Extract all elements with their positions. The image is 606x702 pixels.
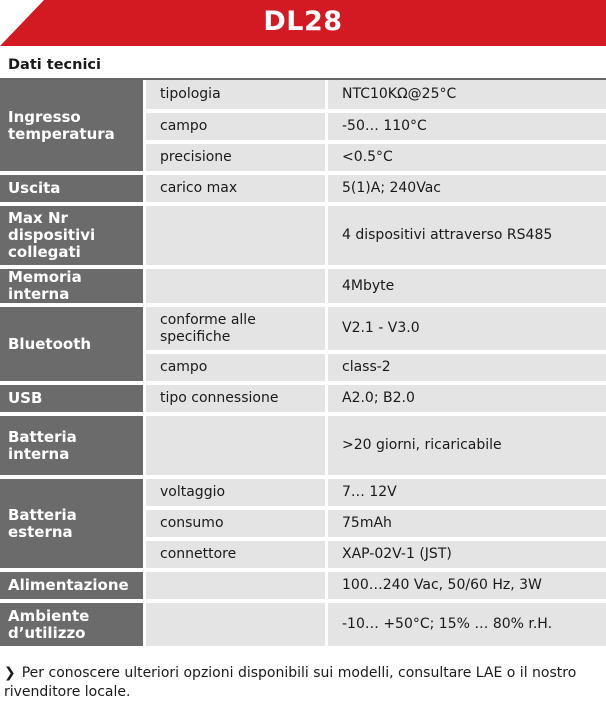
parameter-cell: campo	[145, 352, 327, 383]
value-cell: <0.5°C	[327, 142, 606, 173]
parameter-cell	[145, 570, 327, 601]
category-cell: Ingresso temperatura	[0, 80, 145, 173]
value-cell: >20 giorni, ricaricabile	[327, 414, 606, 477]
category-cell: Uscita	[0, 173, 145, 204]
value-cell: 4 dispositivi attraverso RS485	[327, 204, 606, 267]
value-cell: 100…240 Vac, 50/60 Hz, 3W	[327, 570, 606, 601]
value-cell: V2.1 - V3.0	[327, 305, 606, 352]
parameter-cell: tipologia	[145, 80, 327, 111]
category-cell: Max Nr dispositivi collegati	[0, 204, 145, 267]
category-cell: Ambiente d’utilizzo	[0, 601, 145, 648]
value-cell: A2.0; B2.0	[327, 383, 606, 414]
table-row	[0, 601, 606, 648]
parameter-cell: conforme alle specifiche	[145, 305, 327, 352]
parameter-cell	[145, 267, 327, 305]
value-cell: 5(1)A; 240Vac	[327, 173, 606, 204]
parameter-cell	[145, 414, 327, 477]
table-row	[0, 570, 606, 601]
chevron-right-icon: ❯	[4, 665, 16, 681]
table-row	[0, 477, 606, 508]
category-cell: Alimentazione	[0, 570, 145, 601]
parameter-cell: tipo connessione	[145, 383, 327, 414]
table-row	[0, 414, 606, 477]
value-cell: XAP-02V-1 (JST)	[327, 539, 606, 570]
footnote	[4, 664, 602, 702]
category-cell: Memoria interna	[0, 267, 145, 305]
parameter-cell: campo	[145, 111, 327, 142]
parameter-cell	[145, 204, 327, 267]
specs-table	[0, 80, 606, 650]
parameter-cell: voltaggio	[145, 477, 327, 508]
product-title: DL28	[263, 6, 343, 37]
value-cell: -50… 110°C	[327, 111, 606, 142]
category-cell: Bluetooth	[0, 305, 145, 383]
table-row	[0, 80, 606, 111]
title-banner	[0, 0, 606, 46]
parameter-cell: carico max	[145, 173, 327, 204]
parameter-cell: consumo	[145, 508, 327, 539]
table-row	[0, 305, 606, 352]
category-cell: Batteria interna	[0, 414, 145, 477]
value-cell: NTC10KΩ@25°C	[327, 80, 606, 111]
category-cell: USB	[0, 383, 145, 414]
table-row	[0, 383, 606, 414]
parameter-cell: precisione	[145, 142, 327, 173]
value-cell: 75mAh	[327, 508, 606, 539]
category-cell: Batteria esterna	[0, 477, 145, 570]
value-cell: 7… 12V	[327, 477, 606, 508]
table-row	[0, 267, 606, 305]
table-row	[0, 173, 606, 204]
value-cell: 4Mbyte	[327, 267, 606, 305]
footnote-text: Per conoscere ulteriori opzioni disponibili sui modelli, consultare LAE o il nostro rivenditore locale.	[4, 665, 577, 700]
value-cell: -10… +50°C; 15% … 80% r.H.	[327, 601, 606, 648]
parameter-cell	[145, 601, 327, 648]
parameter-cell: connettore	[145, 539, 327, 570]
table-row	[0, 204, 606, 267]
value-cell: class-2	[327, 352, 606, 383]
section-title: Dati tecnici	[8, 57, 101, 73]
